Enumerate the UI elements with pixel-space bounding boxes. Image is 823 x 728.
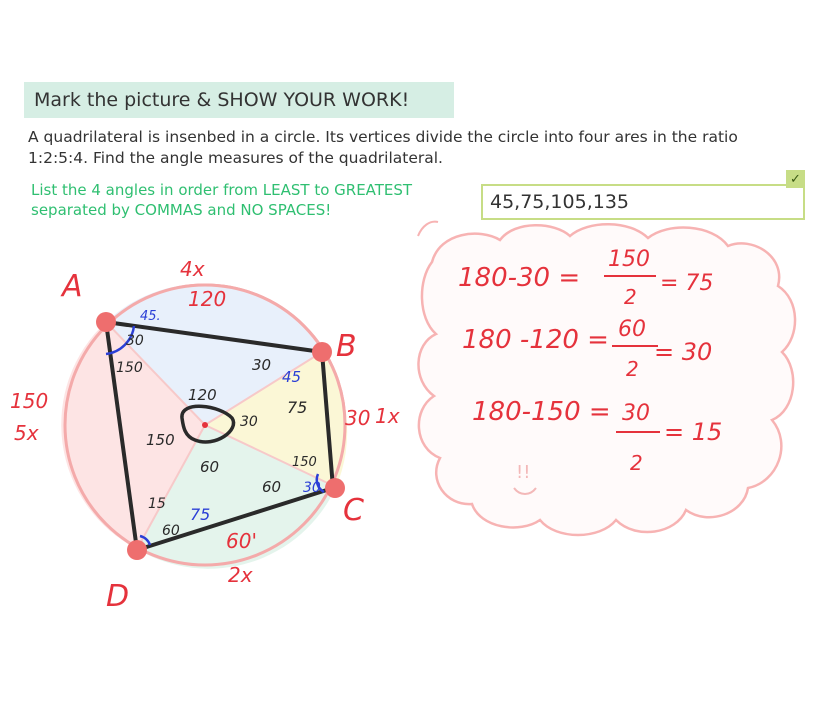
arc-top-x: 4x	[180, 257, 205, 281]
label-b3: 75	[287, 398, 308, 417]
arc-right-x: 1x	[375, 404, 400, 428]
circle-diagram	[61, 284, 347, 569]
label-b1: 30	[252, 356, 272, 374]
label-a1: 45.	[140, 309, 161, 324]
label-d3: 75	[190, 505, 211, 524]
label-a3: 150	[116, 360, 143, 376]
arc-left-x: 5x	[14, 421, 39, 445]
vertex-c-dot	[325, 478, 345, 498]
label-b2: 45	[282, 368, 302, 386]
work-note: !!	[516, 462, 531, 483]
label-c2: 30	[303, 480, 321, 496]
work-line2-result: = 30	[654, 338, 713, 366]
arc-bottom-deg: 60'	[226, 529, 257, 553]
label-d1: 15	[148, 496, 166, 512]
work-line3-num: 30	[622, 401, 650, 426]
vertex-label-c: C	[343, 493, 364, 528]
vertex-label-a: A	[62, 269, 83, 304]
vertex-label-d: D	[106, 579, 130, 614]
answer-input[interactable]: 45,75,105,135	[481, 184, 805, 220]
arc-top-deg: 120	[188, 287, 227, 311]
work-line2-num: 60	[618, 317, 646, 342]
label-center-30: 30	[240, 414, 258, 430]
label-d2: 60	[162, 523, 180, 539]
work-line1-result: = 75	[660, 271, 714, 296]
instruction-banner: Mark the picture & SHOW YOUR WORK!	[24, 82, 454, 118]
work-line3-result: = 15	[664, 418, 723, 446]
center-point	[202, 422, 208, 428]
arc-right-deg: 30	[345, 406, 371, 430]
vertex-b-dot	[312, 342, 332, 362]
work-line1-den: 2	[624, 285, 637, 309]
label-a2: 30	[126, 333, 144, 349]
label-c1: 150	[292, 455, 317, 470]
arc-left-deg: 150	[10, 389, 49, 413]
work-line2-expr: 180 -120 =	[462, 325, 609, 355]
work-line1-num: 150	[608, 247, 650, 272]
arc-bottom-x: 2x	[228, 563, 253, 587]
work-line1-expr: 180-30 =	[458, 263, 581, 293]
label-center-150: 150	[146, 431, 175, 449]
work-line3-den: 2	[630, 451, 643, 475]
vertex-label-b: B	[336, 329, 357, 364]
work-line3-expr: 180-150 =	[472, 397, 611, 427]
label-center-120: 120	[188, 386, 217, 404]
label-center-60a: 60	[200, 458, 220, 476]
work-line2-den: 2	[626, 357, 639, 381]
vertex-d-dot	[127, 540, 147, 560]
label-center-60b: 60	[262, 478, 282, 496]
problem-text: A quadrilateral is insenbed in a circle. Its vertices divide the circle into four ares in the ratio 1:2:5:4. Find the angle measures of the quadrilateral.	[28, 128, 738, 167]
answer-instruction: List the 4 angles in order from LEAST to GREATEST separated by COMMAS and NO SPACES!	[31, 181, 413, 219]
check-icon: ✓	[786, 170, 805, 188]
vertex-a-dot	[96, 312, 116, 332]
